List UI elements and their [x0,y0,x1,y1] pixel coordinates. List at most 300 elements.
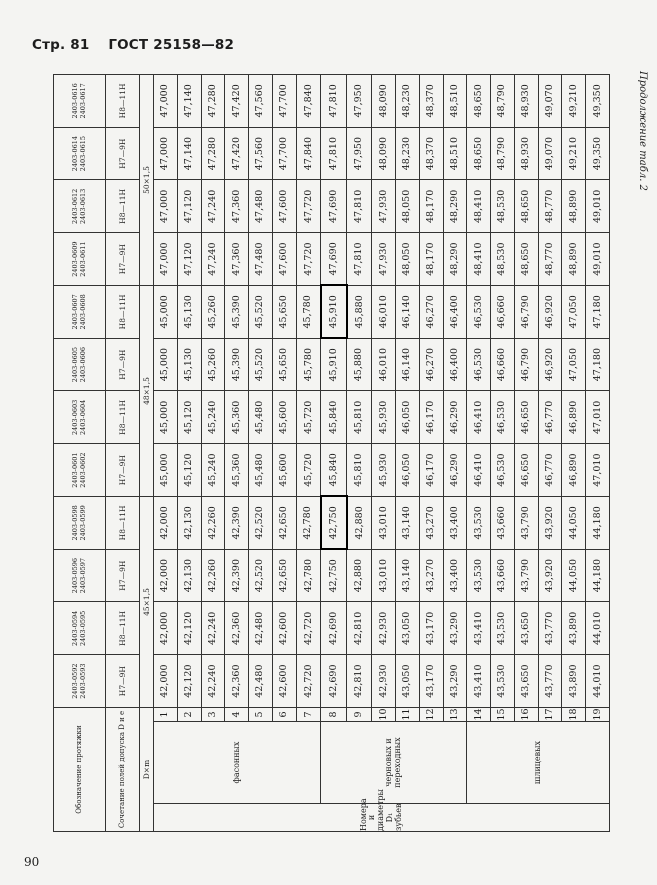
table-cell: 42,520 [249,497,273,550]
table-cell: 42,780 [296,549,321,602]
table-cell: 45,930 [372,444,396,497]
row-number: 3 [201,708,225,722]
table-cell: 48,090 [372,127,396,180]
table-cell: 45,910 [321,338,347,391]
table-cell: 45,480 [249,391,273,444]
table-cell: 48,890 [562,180,586,233]
column-group-3: 50×1,5 [140,75,154,286]
table-cell: 48,530 [491,180,515,233]
table-cell: 47,050 [562,338,586,391]
table-cell: 42,260 [201,549,225,602]
table-cell: 48,370 [419,75,443,128]
table-cell: 45,840 [321,444,347,497]
table-row [201,75,225,832]
table-cell: 48,530 [491,233,515,286]
table-cell: 49,010 [586,180,610,233]
table-cell: 46,790 [514,338,538,391]
table-cell: 42,520 [249,549,273,602]
column-codes-8: 2403-0607 2403-0608 [54,286,106,339]
table-cell: 43,290 [443,602,467,655]
table-cell: 42,000 [154,497,178,550]
table-cell: 46,890 [562,391,586,444]
table-cell: 42,120 [177,655,201,708]
table-cell: 45,930 [372,391,396,444]
column-group-2: 48×1,5 [140,286,154,497]
table-cell: 46,530 [491,391,515,444]
standard-label: ГОСТ 25158—82 [108,37,235,53]
table-cell: 44,180 [586,549,610,602]
table-row [586,75,610,832]
table-cell: 47,720 [296,233,321,286]
table-row [419,75,443,832]
table-cell: 47,560 [249,75,273,128]
table-cell: 47,000 [154,180,178,233]
table-cell: 45,000 [154,444,178,497]
table-cell: 48,290 [443,180,467,233]
table-cell: 48,930 [514,127,538,180]
table-cell: 48,650 [514,233,538,286]
table-cell: 45,130 [177,338,201,391]
table-cell: 47,240 [201,233,225,286]
table-cell: 48,770 [538,180,562,233]
fit-header-4: H8—11H [106,497,140,550]
row-number: 17 [538,708,562,722]
table-cell: 49,070 [538,127,562,180]
table-cell: 49,070 [538,75,562,128]
table-cell: 47,600 [272,180,296,233]
column-codes-5: 2403-0601 2403-0602 [54,444,106,497]
table-cell: 42,480 [249,655,273,708]
table-row [347,75,372,832]
table-row [538,75,562,832]
table-cell: 47,000 [154,233,178,286]
table-cell: 47,720 [296,180,321,233]
table-cell: 47,240 [201,180,225,233]
table-cell: 47,180 [586,286,610,339]
table-cell: 46,270 [419,338,443,391]
table-cell: 42,120 [177,602,201,655]
table-cell: 42,780 [296,497,321,550]
table-cell: 42,930 [372,602,396,655]
table-row [249,75,273,832]
column-codes-2: 2403-0594 2403-0595 [54,602,106,655]
table-cell: 48,890 [562,233,586,286]
fit-header-5: H7—9H [106,444,140,497]
table-cell: 43,530 [467,549,491,602]
table-row [225,75,249,832]
table-cell: 45,780 [296,286,321,339]
table-cell: 46,010 [372,286,396,339]
table-cell: 48,410 [467,233,491,286]
table-cell: 47,180 [586,338,610,391]
table-cell: 43,270 [419,497,443,550]
table-cell: 46,410 [467,391,491,444]
table-cell: 47,120 [177,233,201,286]
table-cell: 43,770 [538,655,562,708]
table-cell: 48,650 [514,180,538,233]
table-cell: 48,230 [395,75,419,128]
table-cell: 42,720 [296,655,321,708]
table-cell: 45,650 [272,338,296,391]
table-cell: 47,840 [296,75,321,128]
combination-header: Сочетание полей допуска D и e [106,708,140,832]
column-codes-4: 2403-0598 2403-0599 [54,497,106,550]
row-number: 9 [347,708,372,722]
table-cell: 42,360 [225,602,249,655]
table-cell: 45,880 [347,286,372,339]
table-cell: 46,050 [395,391,419,444]
row-number: 16 [514,708,538,722]
table-cell: 48,410 [467,180,491,233]
row-number: 18 [562,708,586,722]
table-cell: 46,530 [467,338,491,391]
table-cell: 47,600 [272,233,296,286]
table-cell: 46,660 [491,286,515,339]
table-cell: 45,240 [201,444,225,497]
table-row [443,75,467,832]
table-cell: 47,360 [225,233,249,286]
table-cell: 47,140 [177,127,201,180]
table-cell: 45,390 [225,286,249,339]
table-cell: 46,650 [514,391,538,444]
table-cell: 45,840 [321,391,347,444]
table-cell: 46,770 [538,444,562,497]
table-cell: 45,600 [272,391,296,444]
fit-header-8: H8—11H [106,286,140,339]
table-cell: 45,260 [201,286,225,339]
continuation-label: Продолжение табл. 2 [637,71,648,191]
table-cell: 45,260 [201,338,225,391]
table-row [154,75,178,832]
table-cell: 42,880 [347,497,372,550]
table-cell: 43,140 [395,549,419,602]
table-row [321,75,347,832]
table-cell: 42,650 [272,497,296,550]
designation-header: Обозначение протяжки [54,708,106,832]
table-row [372,75,396,832]
table-cell: 47,810 [321,127,347,180]
table-cell: 48,230 [395,127,419,180]
fit-header-11: H7—9H [106,127,140,180]
table-cell: 43,140 [395,497,419,550]
row-number: 7 [296,708,321,722]
table-cell: 42,360 [225,655,249,708]
column-codes-7: 2403-0605 2403-0606 [54,338,106,391]
table-cell: 48,930 [514,75,538,128]
table-cell: 42,930 [372,655,396,708]
dxm-header: D×m [140,708,154,832]
table-cell: 45,360 [225,391,249,444]
table-cell: 46,170 [419,391,443,444]
table-row [296,75,321,832]
column-codes-6: 2403-0603 2403-0604 [54,391,106,444]
fit-header-2: H8—11H [106,602,140,655]
row-number: 14 [467,708,491,722]
table-cell: 45,780 [296,338,321,391]
table-cell: 45,130 [177,286,201,339]
table-cell: 43,010 [372,497,396,550]
table-cell: 46,890 [562,444,586,497]
table-cell: 47,050 [562,286,586,339]
table-cell: 48,170 [419,233,443,286]
table-cell: 45,480 [249,444,273,497]
table-cell: 47,480 [249,180,273,233]
table-cell: 47,280 [201,127,225,180]
table-cell: 47,810 [347,180,372,233]
table-cell: 46,170 [419,444,443,497]
table-cell: 42,260 [201,497,225,550]
table-cell: 48,790 [491,127,515,180]
table-cell: 43,530 [491,602,515,655]
table-cell: 45,120 [177,391,201,444]
table-cell: 43,650 [514,602,538,655]
column-codes-10: 2403-0612 2403-0613 [54,180,106,233]
table-cell: 46,400 [443,286,467,339]
table-cell: 43,890 [562,655,586,708]
table-cell: 42,000 [154,602,178,655]
table-cell: 49,350 [586,75,610,128]
fit-header-12: H8—11H [106,75,140,128]
table-cell: 48,790 [491,75,515,128]
table-cell: 43,290 [443,655,467,708]
row-number: 4 [225,708,249,722]
table-cell: 42,130 [177,497,201,550]
side-title: Номера и диаметры D₁ зубьев [154,804,610,832]
table-cell: 46,770 [538,391,562,444]
table-cell: 42,690 [321,602,347,655]
table-cell: 45,000 [154,286,178,339]
table-cell: 42,600 [272,655,296,708]
table-cell: 45,910 [321,286,347,339]
column-codes-9: 2403-0609 2403-0611 [54,233,106,286]
table-cell: 47,950 [347,127,372,180]
table-cell: 44,050 [562,549,586,602]
rotated-table-container [53,74,610,832]
table-cell: 45,360 [225,444,249,497]
table-cell: 42,750 [321,497,347,550]
table-cell: 43,410 [467,602,491,655]
table-cell: 42,880 [347,549,372,602]
row-number: 8 [321,708,347,722]
table-row [177,75,201,832]
table-cell: 48,370 [419,127,443,180]
table-cell: 48,050 [395,180,419,233]
table-cell: 43,530 [491,655,515,708]
table-cell: 46,530 [491,444,515,497]
table-cell: 42,600 [272,602,296,655]
row-number: 1 [154,708,178,722]
table-cell: 45,390 [225,338,249,391]
row-group-1: фасонных [154,722,321,804]
table-cell: 47,000 [154,75,178,128]
fit-header-9: H7—9H [106,233,140,286]
column-codes-3: 2403-0596 2403-0597 [54,549,106,602]
fit-header-1: H7—9H [106,655,140,708]
table-cell: 47,420 [225,75,249,128]
table-cell: 47,140 [177,75,201,128]
sizes-table [53,74,610,832]
row-number: 2 [177,708,201,722]
table-cell: 46,790 [514,286,538,339]
row-number: 15 [491,708,515,722]
table-cell: 45,600 [272,444,296,497]
table-cell: 42,240 [201,655,225,708]
table-cell: 43,400 [443,549,467,602]
table-cell: 43,010 [372,549,396,602]
table-cell: 42,000 [154,549,178,602]
table-cell: 47,930 [372,233,396,286]
table-cell: 43,920 [538,497,562,550]
table-cell: 47,810 [321,75,347,128]
table-cell: 47,010 [586,444,610,497]
table-row [491,75,515,832]
column-codes-11: 2403-0614 2403-0615 [54,127,106,180]
table-cell: 48,170 [419,180,443,233]
table-cell: 45,520 [249,338,273,391]
table-cell: 46,410 [467,444,491,497]
table-cell: 42,750 [321,549,347,602]
table-cell: 46,140 [395,286,419,339]
row-number: 5 [249,708,273,722]
table-row [514,75,538,832]
table-cell: 46,010 [372,338,396,391]
table-cell: 43,530 [467,497,491,550]
row-number: 19 [586,708,610,722]
table-cell: 47,280 [201,75,225,128]
table-cell: 44,010 [586,655,610,708]
table-cell: 42,480 [249,602,273,655]
table-cell: 45,120 [177,444,201,497]
table-cell: 42,690 [321,655,347,708]
table-cell: 43,050 [395,655,419,708]
table-cell: 45,720 [296,391,321,444]
table-cell: 46,920 [538,338,562,391]
table-cell: 49,350 [586,127,610,180]
table-cell: 46,920 [538,286,562,339]
table-cell: 42,650 [272,549,296,602]
table-cell: 42,130 [177,549,201,602]
table-cell: 45,520 [249,286,273,339]
table-cell: 43,650 [514,655,538,708]
table-cell: 45,880 [347,338,372,391]
table-cell: 48,510 [443,75,467,128]
table-cell: 43,660 [491,549,515,602]
table-cell: 47,810 [347,233,372,286]
table-cell: 47,010 [586,391,610,444]
table-cell: 46,400 [443,338,467,391]
table-cell: 42,000 [154,655,178,708]
row-number: 12 [419,708,443,722]
table-cell: 46,650 [514,444,538,497]
table-cell: 43,790 [514,549,538,602]
table-cell: 43,170 [419,655,443,708]
table-cell: 43,270 [419,549,443,602]
table-cell: 42,240 [201,602,225,655]
table-cell: 43,920 [538,549,562,602]
table-cell: 48,650 [467,127,491,180]
table-cell: 45,810 [347,391,372,444]
table-cell: 46,660 [491,338,515,391]
row-number: 6 [272,708,296,722]
table-cell: 43,400 [443,497,467,550]
table-cell: 47,700 [272,127,296,180]
table-cell: 47,480 [249,233,273,286]
table-cell: 47,700 [272,75,296,128]
table-row [562,75,586,832]
page-label: Стр. 81 [32,37,90,53]
page-header [32,37,248,53]
table-cell: 44,180 [586,497,610,550]
table-cell: 45,810 [347,444,372,497]
table-cell: 49,210 [562,127,586,180]
table-cell: 43,660 [491,497,515,550]
table-cell: 47,950 [347,75,372,128]
column-group-1: 45×1,5 [140,497,154,708]
row-number: 11 [395,708,419,722]
table-cell: 47,120 [177,180,201,233]
table-cell: 47,360 [225,180,249,233]
table-cell: 43,770 [538,602,562,655]
column-codes-12: 2403-0616 2403-0617 [54,75,106,128]
table-cell: 48,770 [538,233,562,286]
table-cell: 43,790 [514,497,538,550]
table-cell: 46,290 [443,391,467,444]
table-cell: 47,840 [296,127,321,180]
table-cell: 46,290 [443,444,467,497]
row-number: 13 [443,708,467,722]
table-cell: 48,650 [467,75,491,128]
table-cell: 42,810 [347,602,372,655]
table-cell: 44,050 [562,497,586,550]
row-number: 10 [372,708,396,722]
table-cell: 45,000 [154,391,178,444]
table-cell: 46,530 [467,286,491,339]
table-cell: 43,050 [395,602,419,655]
table-cell: 43,170 [419,602,443,655]
page-number: 90 [24,855,40,869]
table-cell: 45,000 [154,338,178,391]
table-cell: 47,690 [321,180,347,233]
fit-header-7: H7—9H [106,338,140,391]
table-cell: 45,650 [272,286,296,339]
table-cell: 44,010 [586,602,610,655]
table-cell: 43,890 [562,602,586,655]
table-row [467,75,491,832]
row-group-3: шлицевых [467,722,610,804]
table-cell: 47,560 [249,127,273,180]
table-cell: 42,390 [225,549,249,602]
fit-header-6: H8—11H [106,391,140,444]
table-cell: 42,390 [225,497,249,550]
table-cell: 46,140 [395,338,419,391]
table-cell: 49,010 [586,233,610,286]
table-cell: 43,410 [467,655,491,708]
fit-header-10: H8—11H [106,180,140,233]
table-cell: 48,510 [443,127,467,180]
table-cell: 46,050 [395,444,419,497]
table-cell: 48,290 [443,233,467,286]
table-cell: 47,690 [321,233,347,286]
fit-header-3: H7—9H [106,549,140,602]
table-cell: 45,720 [296,444,321,497]
table-row [272,75,296,832]
column-codes-1: 2403-0592 2403-0593 [54,655,106,708]
table-cell: 47,420 [225,127,249,180]
table-cell: 42,810 [347,655,372,708]
table-cell: 46,270 [419,286,443,339]
table-cell: 48,050 [395,233,419,286]
table-cell: 47,000 [154,127,178,180]
